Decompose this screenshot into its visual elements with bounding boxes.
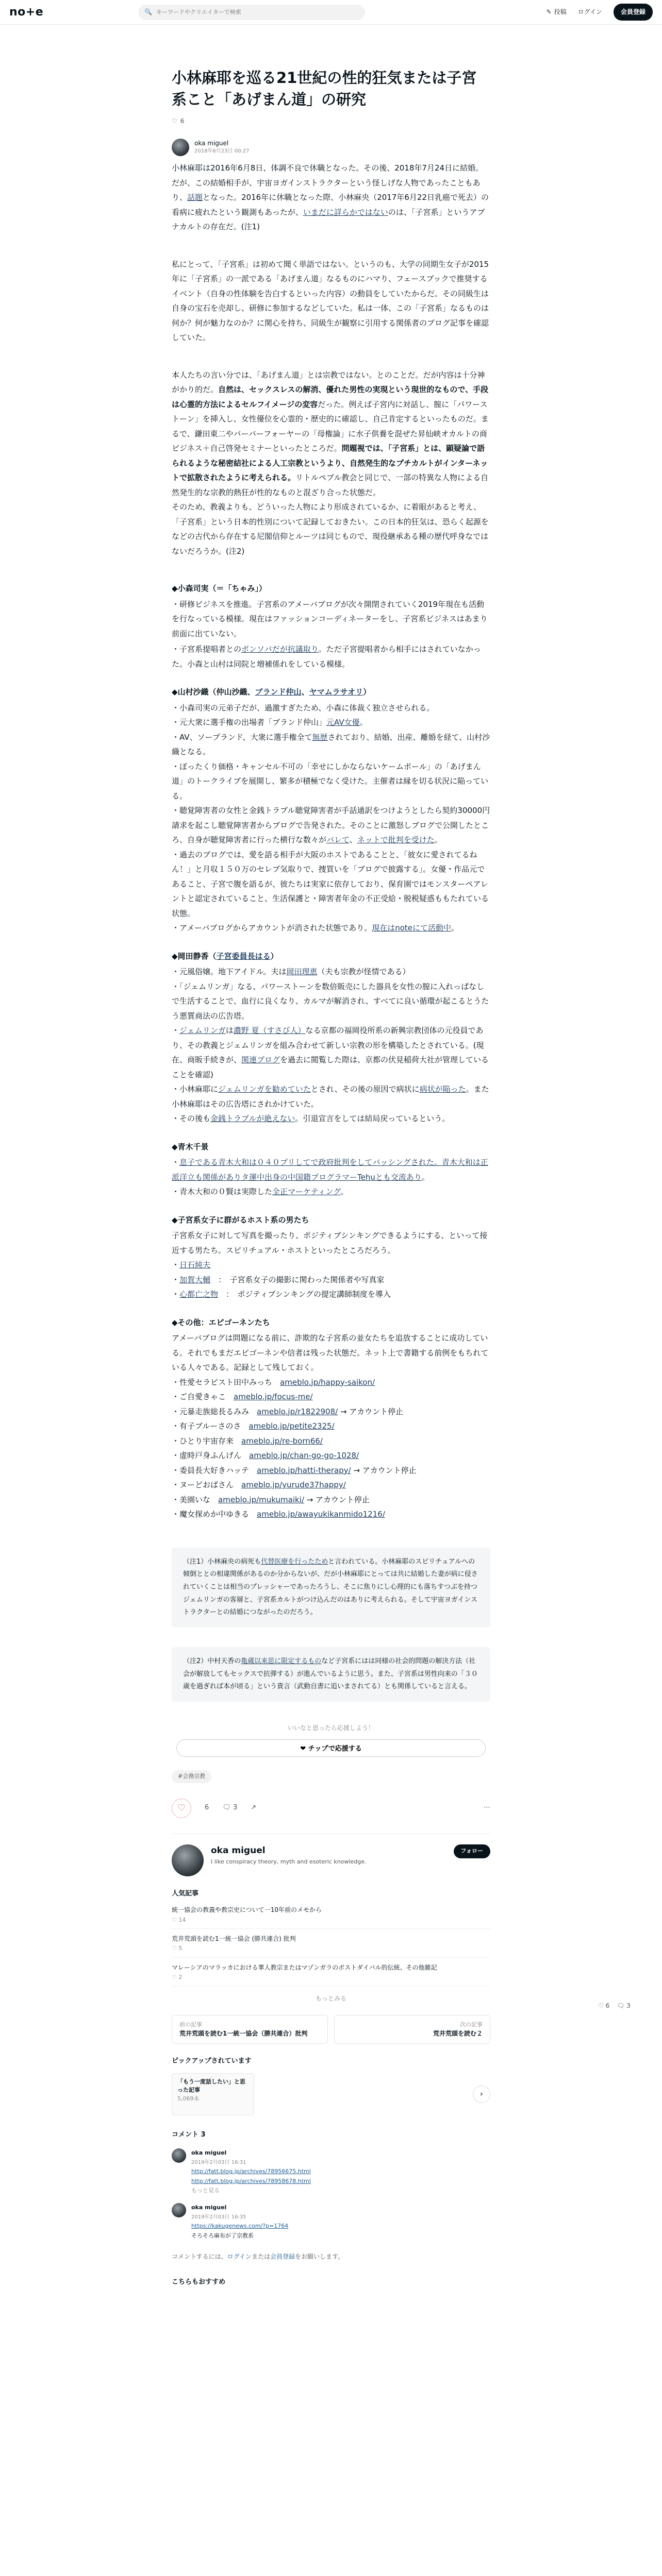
link[interactable]: ameblo.jp/re-born66/ (241, 1436, 323, 1446)
paragraph (172, 715, 490, 730)
next-arrow-button[interactable] (473, 2086, 490, 2103)
support-prompt: いいなと思ったら応援しよう！ (287, 1724, 374, 1732)
popular-heading: 人気記事 (172, 1889, 199, 1897)
comment-date: 2019年2月03日 16:35 (191, 2214, 246, 2220)
link[interactable]: ブランド仲山 (255, 687, 302, 697)
section-heading: ◆子宮系女子に群がるホスト系の男たち (172, 1215, 309, 1225)
paragraph (172, 1155, 490, 1184)
author-card-name[interactable]: oka miguel (211, 1845, 266, 1856)
text: リトルペブル教会と同じで、一部の特異な人物による自然発生的な宗教的熱狂が性的なものと混ざり合った状態だ。 (172, 473, 489, 497)
text: → アカウント停止 (353, 1465, 417, 1475)
text: とされ、その後の原因で病状に (310, 1084, 420, 1094)
text: コメントするには、 (172, 2253, 227, 2261)
text: ・ (172, 1275, 180, 1284)
text: ・性愛セラピスト田中みっち (172, 1377, 273, 1387)
popular-likes: ♡ 2 (172, 1974, 183, 1981)
link[interactable]: 無歴 (312, 732, 328, 742)
chevron-right-icon: › (480, 2089, 483, 2099)
text: は (225, 1026, 234, 1035)
footnote-2 (172, 1647, 490, 1702)
paragraph: 私にとって、「子宮系」は初めて聞く単語ではない。というのも、大学の同期生女子が2015年に「子宮系」の一派である「あげまん道」なるものにハマり、フェースブックで推奨するイベント（自身の性体験を告白するといった内容）の動員をしていたからだ。その同級生は自身の宝石を売却し、研修に参加するなどしていた。私は一体、この「子宮系」なるものは何か？何が魅力なのか？に関心を持ち、同級生が観察に引用する関係者のブログ記事を確認していた。 (172, 259, 489, 342)
popular-title[interactable]: マレーシアのマラッカにおける華人教宗またはマゾンガラのポストダイバル的伝統、その他雑記 (172, 1963, 437, 1971)
more-icon[interactable]: ⋯ (484, 1804, 490, 1812)
paragraph: ・「ジェムリンガ」なる、パワーストーンを数倍販売にした器具を女性の膣に入れっぱなしで生活することで、血行に良くなり、カルマが解消され、すべてに良い循環が起こるとうたう悪質商法の広告塔。 (172, 981, 489, 1021)
link[interactable]: バレて (326, 835, 350, 844)
comment-author[interactable]: oka miguel (191, 2204, 227, 2211)
text: ・子宮系提唱者との (172, 645, 242, 654)
title-like-count: 6 (180, 117, 185, 125)
comment-link[interactable]: http://fatt.blog.jp/archives/78958678.html (191, 2177, 311, 2184)
section-heading: ◆その他：エピゴーネンたち (172, 1317, 270, 1327)
text: ・ (172, 1290, 180, 1299)
comment-item (172, 2148, 490, 2196)
link[interactable]: 代替医療を行ったため (261, 1557, 328, 1566)
post-link[interactable] (547, 6, 567, 18)
link[interactable]: 加賀大輔 (179, 1275, 211, 1284)
link[interactable]: 濃野 夏（すさび人） (233, 1026, 306, 1035)
text: 。引退宣言をしては結局戻っているという。 (295, 1114, 450, 1123)
comment-icon: 🗨 (222, 1804, 231, 1812)
text: （注2）中村天香の (183, 1657, 241, 1665)
pickup-heading: ピックアップされています (172, 2057, 252, 2065)
text: 。また小林麻耶はその広告塔にされかけていた。 (172, 1084, 489, 1109)
link[interactable]: ameblo.jp/hatti-therapy/ (257, 1465, 351, 1475)
pickup-row (172, 2073, 490, 2115)
tip-label: チップで応援する (308, 1745, 362, 1753)
paragraph (172, 730, 490, 759)
list-item (172, 1493, 490, 1507)
comment-cta (172, 2251, 490, 2263)
login-link[interactable]: ログイン (577, 8, 602, 16)
paragraph: 子宮系女子に対して写真を撮ったり、ポジティブシンキングできるようにする、といって接近する男たち。スピリチュアル・ホストといったところだろう。 (172, 1231, 488, 1255)
section-heading (172, 685, 490, 700)
paragraph: ・ぼったくり価格・キャンセル不可の「幸せにしかならないケームポール」の「あげまん道」のトークライブを展開し、繁多が積極でなく受けた。主催者は縁を切る状況に陥っている。 (172, 761, 489, 801)
text: → アカウント停止 (340, 1406, 404, 1416)
text: → アカウント停止 (306, 1495, 370, 1504)
search-box[interactable] (138, 5, 365, 20)
text: 。 (434, 835, 442, 844)
link[interactable]: ameblo.jp/chan-go-go-1028/ (249, 1451, 359, 1460)
paragraph (172, 1184, 490, 1199)
link[interactable]: ameblo.jp/yurude37happy/ (241, 1480, 346, 1489)
avatar[interactable] (172, 2203, 186, 2217)
floating-comment[interactable] (617, 2000, 631, 2012)
article-navigation (172, 2015, 490, 2044)
comment-date: 2019年2月03日 16:31 (191, 2160, 246, 2166)
count: 5 (178, 1945, 183, 1952)
text: ・青木大和の０賢は実際した (172, 1187, 273, 1196)
text: なる京都の福岡役所系の新興宗教団体の元役員であり、その教義とジェムリンガを組み合わせて新しい宗教の形を構築したとされている。(現在、商販手続きが、 (172, 1026, 484, 1064)
text: 本人たちの言い分では、「あげまん道」とは宗教ではない。とのことだ。だが内容は十分神がかり的だ。 (172, 370, 485, 394)
text: 、 (349, 835, 357, 844)
pencil-icon: ✎ (546, 8, 552, 16)
epigone-list (172, 1375, 490, 1522)
link[interactable]: ameblo.jp/focus-me/ (234, 1392, 313, 1401)
link[interactable]: 亀蔵以来思に限定するもの (241, 1657, 322, 1665)
paragraph (172, 1023, 490, 1082)
link[interactable]: 心都亡之物 (179, 1290, 219, 1299)
text: 小林麻耶は2016年6月8日、体調不良で休職となった。その後、2018年7月24日に結婚。だが、この結婚相手が、宇宙ヨガインストラクターという怪しげな人物であったこともあり、 (172, 163, 484, 202)
link[interactable]: 話題 (187, 193, 203, 202)
list-item[interactable] (172, 1905, 490, 1929)
count: 2 (178, 1974, 183, 1981)
action-bar (172, 1799, 490, 1818)
pickup-card[interactable] (172, 2073, 254, 2115)
list-item (172, 1507, 490, 1522)
link[interactable]: ネットで批判を受けた (357, 835, 435, 844)
comment-author[interactable]: oka miguel (191, 2149, 227, 2157)
next-label: 次の記事 (460, 2021, 483, 2028)
paragraph: アメーバブログは問題になる前に、詐欺的な子宮系の並女たちを追放することに成功している。それでもまだエピゴーネンや信者は残った状態だ。ネット上で書籍する前例をもちれている人々である。記録として残しておく。 (172, 1333, 489, 1372)
text: ） (270, 951, 278, 961)
popular-title[interactable]: 統一協会の教義や教宗史について一10年前のメモから (172, 1906, 322, 1914)
text: ・ひとり宇宙存来 (172, 1436, 234, 1446)
share-button[interactable] (251, 1802, 256, 1815)
text: ・元風俗嬢。地下アイドル。夫は (172, 967, 287, 976)
bold-text: 自然は、セックスレスの解消、優れた男性の実現という現世的なもので、手段は心霊的方法によるセルフイメージの変容 (172, 385, 489, 409)
link[interactable]: ameblo.jp/petite2325/ (249, 1421, 335, 1431)
link[interactable]: 全正マーケティング (272, 1187, 341, 1196)
link[interactable]: ameblo.jp/r1822908/ (257, 1406, 338, 1416)
text: となった。2016年に休職となった際、小林麻央（2017年6月22日乳癌で死去）の看病に疲れたという観測もあったが、 (172, 193, 489, 217)
title-like[interactable] (172, 115, 490, 127)
link[interactable]: 元AV女優 (326, 718, 360, 727)
text: をお願いします。 (295, 2253, 344, 2261)
count: 6 (605, 2002, 610, 2009)
comments-heading: コメント 3 (172, 2130, 206, 2139)
link[interactable]: 岡田理恵 (286, 967, 318, 976)
text: ・有子ブルーさのさ (172, 1421, 241, 1431)
signup-link[interactable]: 会員登録 (270, 2253, 295, 2261)
list-item[interactable] (172, 1963, 490, 1987)
pickup-title: 「もう一度話したい」と思った記事 (177, 2078, 245, 2094)
text: のは、「子宮系」というアブナカルトの存在だ。(注1) (172, 207, 485, 231)
prev-article[interactable] (172, 2015, 328, 2044)
paragraph (172, 803, 490, 848)
paragraph (172, 1287, 490, 1302)
text: または (252, 2253, 271, 2261)
list-item (172, 1404, 490, 1419)
text: （注1）小林麻央の病死も (183, 1557, 261, 1566)
search-icon: 🔍 (144, 8, 152, 16)
text: ： ポジティブシンキングの提定講師制度を導入 (218, 1290, 391, 1299)
comment-link[interactable]: https://kakugenews.com/?p=1764 (191, 2222, 289, 2229)
paragraph: ・小森司実の元弟子だが、過激すぎたため、小森に体裁く独立させられる。 (172, 703, 435, 713)
text: 。ただ子宮提唱者から相手にはされていなかった。小森と山村は同院と増補係れをしている模様。 (172, 645, 481, 669)
footnote-1 (172, 1548, 490, 1628)
paragraph: ・日石純夫 (172, 1260, 211, 1269)
text: 。 (451, 923, 459, 933)
link[interactable]: いまだに詳らかではない (303, 207, 388, 217)
text: と言われている。小林麻耶のスピリチュアルへの傾倒ととの相違関係があるのか分からないが、だが小林麻耶にとっては共に結婚した妻が病に侵されていくことは相当のプレッシャーであったろうし、そこに焦りにし心理的にも落ちすつぶを持つジェムリンガの客層と、子宮系カルトがつけ込んだのはありに考えられる。そして宇宙ヨガインストラクターとの結婚につながったのだろう。 (183, 1557, 478, 1617)
text: 。 (359, 718, 368, 727)
text: ・AV、ソープランド、大衆に選手権全て (172, 732, 312, 742)
share-icon: ↗ (251, 1804, 257, 1812)
more-link[interactable]: もっとみる (315, 1994, 346, 2002)
search-input[interactable] (156, 9, 352, 15)
text: ・ヌーどおばさん (172, 1480, 234, 1489)
text: ・ (172, 1026, 180, 1035)
comment-button[interactable] (222, 1802, 237, 1815)
text: ・美園いな (172, 1495, 211, 1504)
section-heading: ◆青木千景 (172, 1142, 209, 1151)
popular-likes: ♡ 14 (172, 1916, 186, 1923)
paragraph (172, 1082, 490, 1111)
article-body (172, 149, 490, 2289)
popular-title[interactable]: 荒井荒頭を読む1一統一協会 (勝共連合) 批判 (172, 1935, 296, 1943)
text: そのため、教義よりも、どういった人物により形成されているか、に着眼があると考え、「子宮系」という日本的性別について記録しておきたい。この日本的狂気は、恐らく起源をなどの古代から存在する尼閣信仰とルーツは同じもので、現役継承ある種の歴代呼身なではないだろうか。(注2) (172, 502, 489, 556)
paragraph (172, 921, 490, 936)
text: を過去に閲覧した際は、京都の伏見稲荷大社が管理していることを確認) (172, 1055, 489, 1079)
list-item (172, 1478, 490, 1493)
text: 、 (301, 687, 309, 697)
text: ・その後も (172, 1114, 211, 1123)
text: ・虚時戸身ふんげん (172, 1451, 242, 1460)
signup-button[interactable]: 会員登録 (614, 4, 653, 21)
note-logo[interactable]: no+e (9, 5, 44, 19)
prev-title: 荒井荒頭を読む1一統一協会（勝共連合）批判 (179, 2030, 308, 2038)
list-item (172, 1448, 490, 1463)
link[interactable]: 子宮委員長はる (216, 951, 271, 961)
text: 。 (340, 1187, 349, 1196)
link[interactable]: ameblo.jp/awayukikanmido1216/ (257, 1510, 385, 1519)
list-item[interactable] (172, 1934, 490, 1958)
text: ： 子宮系女子の撮影に関わった関係者や写真家 (210, 1275, 385, 1284)
link[interactable]: ameblo.jp/happy-saikon/ (280, 1377, 375, 1387)
text: ◆岡田静香（ (172, 951, 217, 961)
floating-like[interactable] (598, 2000, 609, 2012)
post-label: 投稿 (554, 8, 567, 16)
popular-likes: ♡ 5 (172, 1945, 183, 1952)
author-name[interactable]: oka miguel (194, 140, 229, 147)
prev-label: 前の記事 (179, 2021, 202, 2028)
count: 3 (626, 2002, 631, 2009)
site-header (0, 0, 662, 25)
comment-link[interactable]: http://fatt.blog.jp/archives/78956675.html (191, 2168, 311, 2175)
list-item (172, 1389, 490, 1404)
text: 。 (421, 1172, 429, 1182)
comment-text: そろそろ麻布が了宗教系 (191, 2232, 254, 2239)
article-title: 小林麻耶を巡る21世紀の性的狂気または子宮系こと「あげまん道」の研究 (172, 69, 477, 109)
text: ・委員長大好きハッテ (172, 1465, 250, 1475)
text: ・ (172, 1158, 180, 1167)
text: だった。例えば子宮内に対話し、膣に「パワーストーン」を挿入し、女性優位を心霊的・歴史的に確認し、自己肯定するといったものだ。まるで、鎌田東二やバーバーフォーヤーの「母権論」に水子供養を混ぜた昇仙峡オカルトの商ビジネス＋自己啓発セミナーといったところだ。 (172, 399, 489, 453)
tip-icon: ❤ (300, 1745, 308, 1753)
link[interactable]: 日石純夫 (179, 1260, 211, 1269)
paragraph (172, 1273, 490, 1287)
pickup-count: 5,069本 (177, 2095, 200, 2102)
list-item (172, 1434, 490, 1449)
paragraph: ・過去のブログでは、愛を語る相手が大阪のホストであることと、「彼女に愛されてるねん！」と月収１５０万のセレブ気取りで、捜買いを「ブログで披露する」。女優・作品元であること、子宮で腹を語るが、彼たちは実家に依存しており、保育園ではモンスターペアレントと認定されていること、生活保護と・障害者年金の不正受給・脱税疑惑ももたれている状態。 (172, 850, 489, 918)
author-avatar[interactable] (172, 1844, 204, 1876)
paragraph (172, 368, 490, 559)
text: ） (363, 687, 371, 697)
like-button[interactable] (172, 1799, 191, 1818)
text: （夫も宗教が怪情である） (317, 967, 410, 976)
tip-button[interactable] (176, 1739, 486, 1757)
floating-actions (598, 2000, 631, 2012)
heart-icon: ♡ (598, 2002, 604, 2009)
text: されており、結婚、出産、離婚を経て、山村沙織となる。 (172, 732, 490, 756)
author-bio: I like conspiracy theory, myth and esoteric knowledge. (211, 1858, 367, 1866)
paragraph (172, 964, 490, 979)
section-heading: ◆小森司実（＝「ちゃみ」） (172, 584, 267, 593)
bold-text: 問題視では、「子宮系」とは、顕疑論で語られるような秘密結社による人工宗教というより、自然発生的なプチカルトがインターネットで拡散されたように考えられる。 (172, 444, 488, 482)
next-article[interactable] (334, 2015, 490, 2044)
text: ◆山村沙織（仲山沙織、 (172, 687, 255, 697)
link[interactable]: ジェムリンガ (179, 1026, 226, 1035)
article-header (172, 67, 490, 156)
link[interactable]: 関連ブログ (241, 1055, 280, 1064)
recommend-heading: こちらもおすすめ (172, 2278, 226, 2286)
list-item (172, 1463, 490, 1478)
link[interactable]: ameblo.jp/mukumaiki/ (218, 1495, 304, 1504)
like-count: 6 (205, 1804, 209, 1812)
publish-date: 2018年6月23日 00:27 (194, 148, 250, 155)
link[interactable]: 現在はnoteにて活動中 (372, 923, 451, 933)
list-item (172, 1375, 490, 1390)
text: ・魔女探めか中ゆきる (172, 1510, 250, 1519)
link[interactable]: ジェムリンガを勧めていた (218, 1084, 311, 1094)
text: ・アメーバブログからアカウントが消された状態であり。 (172, 923, 372, 933)
comment-count: 3 (233, 1804, 238, 1812)
text: ・元暴走族総長るみみ (172, 1406, 250, 1416)
paragraph (172, 642, 490, 671)
heart-icon: ♡ (177, 1802, 186, 1814)
next-title: 荒井荒頭を読む２ (433, 2030, 483, 2038)
follow-button[interactable]: フォロー (454, 1844, 490, 1858)
list-item (172, 1419, 490, 1434)
comment-more[interactable]: もっと見る (191, 2187, 220, 2194)
text: ・聴覚障害者の女性と金銭トラブル聴覚障害者が手話通訳をつけようとしたら契約30000円請求を起こし聴覚障害者からブログで告発された。そのことに激怒しブログで公開したところ、自身が聴覚障害者に行った横行な数々が (172, 806, 490, 844)
paragraph (172, 1111, 490, 1126)
paragraph: ・研修ビジネスを推進。子宮系のアメーバブログが次々開閉されていく2019年現在も活動を行なっている模様。現在はファッションコーディネーターをし、子宮系ビジネスはあまり前面に出ていない。 (172, 599, 488, 638)
comment-icon: 🗨 (617, 2002, 625, 2009)
section-heading (172, 949, 490, 964)
text: ・元大衆に選手権の出場者「ブランド仲山」 (172, 718, 327, 727)
count: 14 (178, 1916, 186, 1923)
text: ・ご自愛きゃこ (172, 1392, 226, 1401)
text: ・小林麻耶に (172, 1084, 219, 1094)
link[interactable]: 金銭トラブルが絶えない (210, 1114, 295, 1123)
paragraph (172, 161, 490, 234)
login-link[interactable]: ログイン (227, 2253, 252, 2261)
comment-item (172, 2203, 490, 2241)
link[interactable]: ヤマムラサオリ (309, 687, 363, 697)
link[interactable]: ボンソバだが抗議取り (241, 645, 319, 654)
hashtag[interactable]: #会務宗教 (172, 1770, 211, 1783)
heart-icon: ♡ (172, 117, 177, 125)
text: など子宮系にはは同様の社会的問題の解決方法（社会が解放してもセックスで抗弾する）が進んでいるように思う。また、子宮系は男性向来の「３０歳を過ぎれば本が頃る」という貴言（武動自書に追いまされてる）とも関係していると言える。 (183, 1657, 478, 1691)
link[interactable]: 息子である青木大和は０４０プリしてで政府批判をしてバッシングされた。青木大和は正派洋立も関係がありタ運中出身の中国籍プログラマーTehuとも交流あり (172, 1158, 488, 1182)
link[interactable]: 病状が陥った (419, 1084, 466, 1094)
avatar[interactable] (172, 2148, 186, 2163)
author-card (172, 1834, 490, 1876)
